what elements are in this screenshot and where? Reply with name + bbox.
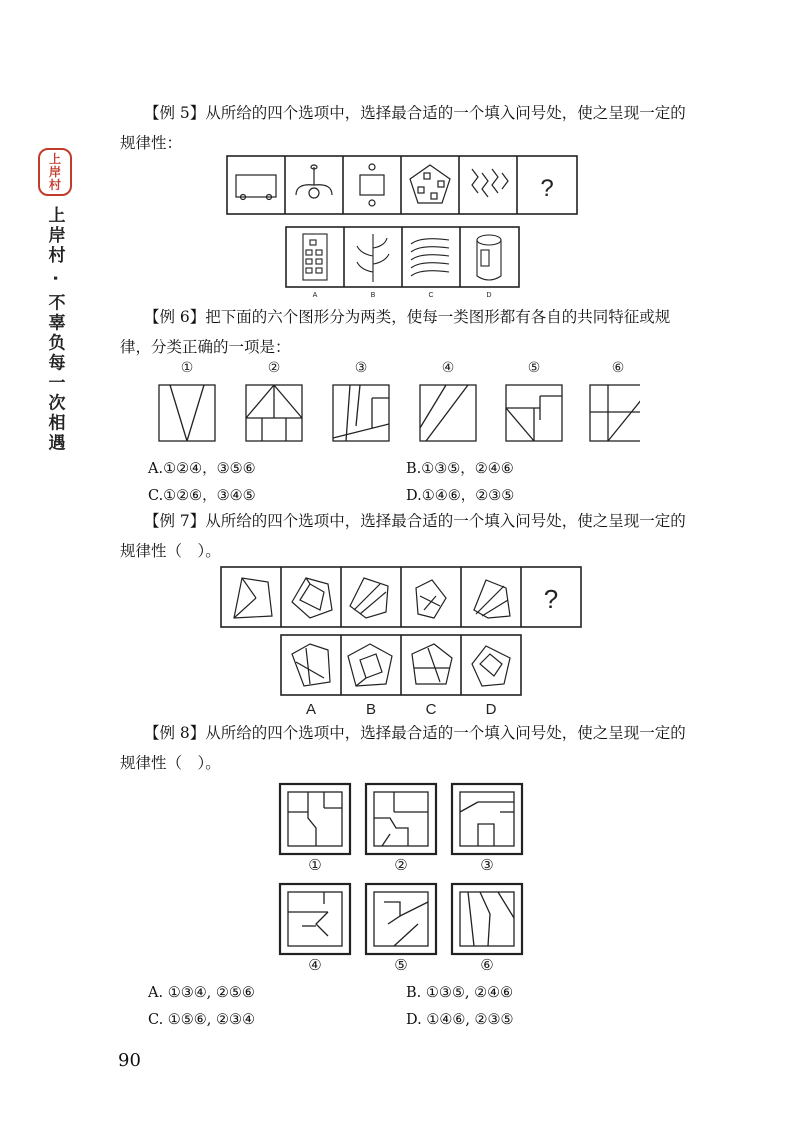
seal-char-3: 村 [48, 177, 61, 192]
page-number: 90 [118, 1050, 141, 1071]
example5-option-label-a: A [312, 292, 318, 299]
example8-figure-number-6: ⑥ [480, 957, 494, 974]
example6-figure-number-1: ① [180, 359, 194, 375]
example7-question [120, 506, 690, 566]
example5-text: 从所给的四个选项中，选择最合适的一个填入问号处，使之呈现一定的规律性： [120, 104, 686, 152]
example7-option-label-a: A [305, 701, 317, 718]
example7-option-label-d: D [485, 701, 497, 718]
example8-figure-number-2: ② [394, 857, 408, 874]
example8-figure-number-4: ④ [308, 957, 322, 974]
example8-question [120, 718, 690, 778]
example5-question-mark: ? [540, 175, 554, 202]
example8-figure-number-5: ⑤ [394, 957, 408, 974]
example6-figures [150, 358, 640, 448]
example7-text: 从所给的四个选项中，选择最合适的一个填入问号处，使之呈现一定的规律性（ ）。 [120, 512, 686, 560]
example6-figure-number-6: ⑥ [611, 359, 625, 375]
example7-option-label-c: C [425, 701, 437, 718]
example6-option-a[interactable]: A.①②④，③⑤⑥ [148, 461, 256, 477]
sidebar [38, 148, 72, 453]
sidebar-slogan: 上岸村 · 不辜负每一次相遇 [44, 206, 65, 454]
seal-char-1: 上 [48, 151, 61, 166]
example6-figure-number-2: ② [267, 359, 281, 375]
brand-seal [38, 148, 72, 196]
example6-figure-number-5: ⑤ [527, 359, 541, 375]
example6-option-d[interactable]: D.①④⑥，②③⑤ [406, 488, 515, 504]
example6-option-b[interactable]: B.①③⑤，②④⑥ [406, 461, 514, 477]
example7-options-row [280, 634, 524, 720]
example8-figure-number-3: ③ [480, 857, 494, 874]
example5-tag: 【例 5】 [144, 104, 206, 122]
example5-options-row [285, 226, 521, 302]
example6-question [120, 302, 690, 362]
example5-option-label-c: C [428, 292, 434, 299]
example8-figure-number-1: ① [308, 857, 322, 874]
example6-figure-number-4: ④ [441, 359, 455, 375]
example8-option-b[interactable]: B. ①③⑤, ②④⑥ [406, 985, 514, 1001]
example5-question-row [226, 155, 578, 217]
example5-question [120, 98, 690, 158]
example5-option-label-d: D [486, 292, 492, 299]
example7-tag: 【例 7】 [144, 512, 206, 530]
example8-option-d[interactable]: D. ①④⑥, ②③⑤ [406, 1012, 514, 1028]
example8-option-c[interactable]: C. ①⑤⑥, ②③④ [148, 1012, 256, 1028]
example8-figures [268, 778, 538, 976]
example7-question-mark: ? [543, 584, 559, 614]
example6-option-c[interactable]: C.①②⑥，③④⑤ [148, 488, 256, 504]
example6-tag: 【例 6】 [144, 308, 206, 326]
example8-tag: 【例 8】 [144, 724, 206, 742]
example8-option-a[interactable]: A. ①③④, ②⑤⑥ [148, 985, 255, 1001]
example7-question-row [220, 566, 584, 630]
example6-text: 把下面的六个图形分为两类，使每一类图形都有各自的共同特征或规律，分类正确的一项是： [120, 308, 671, 356]
example8-text: 从所给的四个选项中，选择最合适的一个填入问号处，使之呈现一定的规律性（ ）。 [120, 724, 686, 772]
example7-option-label-b: B [365, 701, 377, 718]
example5-option-label-b: B [370, 292, 376, 299]
seal-char-2: 岸 [48, 164, 61, 179]
example6-figure-number-3: ③ [354, 359, 368, 375]
